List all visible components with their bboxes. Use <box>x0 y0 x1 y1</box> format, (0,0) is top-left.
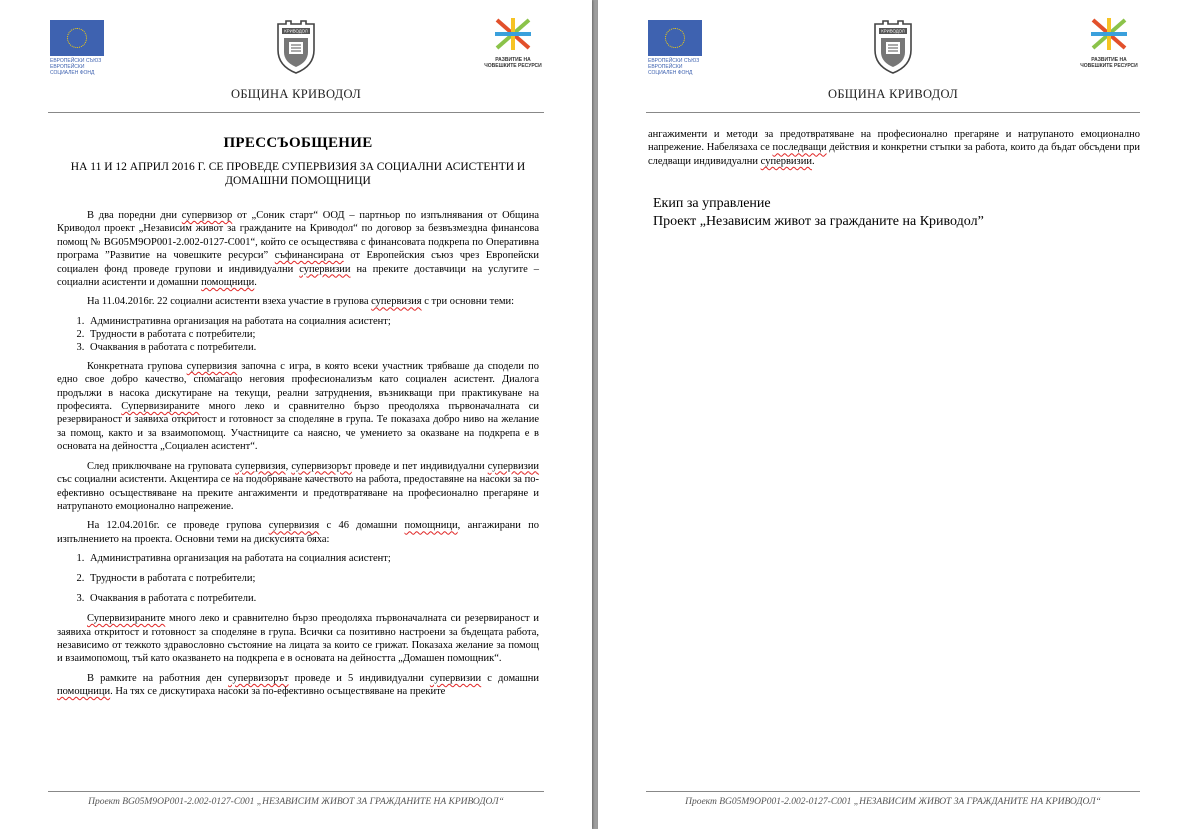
spellcheck-flagged-word: последващи <box>772 142 827 154</box>
op-hrd-logo <box>482 16 544 69</box>
spellcheck-flagged-word: супервизии <box>760 155 812 167</box>
text-run: с 46 домашни <box>319 520 405 532</box>
eu-flag-icon <box>50 20 104 56</box>
spellcheck-flagged-word: помощници <box>201 277 255 289</box>
text-run: с три основни теми: <box>421 296 515 308</box>
signature-project: Проект „Независим живот за гражданите на Криводол” <box>653 214 984 230</box>
svg-text:КРИВОДОЛ: КРИВОДОЛ <box>284 28 308 34</box>
footer-text: Проект BG05М9ОР001-2.002-0127-С001 „НЕЗАВИСИМ ЖИВОТ ЗА ГРАЖДАНИТЕ НА КРИВОДОЛ“ <box>88 797 504 807</box>
op-hrd-icon <box>491 16 535 52</box>
op-hrd-logo-text: РАЗВИТИЕ НА ЧОВЕШКИТЕ РЕСУРСИ <box>1080 57 1138 69</box>
document-page-1 <box>0 0 592 829</box>
list-item: 1. Административна организация на работата на социалния асистент; <box>87 552 539 565</box>
op-hrd-logo <box>1078 16 1140 69</box>
paragraph <box>57 209 539 289</box>
text-run: със социални асистенти. Акцентира се на подобряване качеството на работа, предоставяне на насоки за по-ефективно осъществяване на преките ангажименти и предотвратяване на професионално прегаряне и натрупаното емоционално напрежение. <box>57 474 539 512</box>
text-run: с домашни <box>481 672 539 684</box>
eu-logo <box>50 20 108 76</box>
spellcheck-flagged-word: супервизия <box>268 520 320 532</box>
topic-list <box>57 552 539 605</box>
text-run: много леко и сравнително бързо преодоляха първоначалната си резервираност и заявиха откритост и готовност за споделяне в група. Те показаха добро ниво на желание за помощ, както и за взаимопомощ. Участниците са наясно, че умението за оказване на подкрепа е в основата на дейността „Социален асистент“. <box>57 401 539 453</box>
page-footer <box>48 791 544 807</box>
signature-team: Екип за управление <box>653 196 771 212</box>
document-body-page-2 <box>648 128 1140 231</box>
spellcheck-flagged-word: супервизия <box>186 360 238 372</box>
op-hrd-logo-text: РАЗВИТИЕ НА ЧОВЕШКИТЕ РЕСУРСИ <box>484 57 542 69</box>
page-footer <box>646 791 1140 807</box>
spellcheck-flagged-word: супервизорът <box>291 460 352 472</box>
paragraph <box>57 360 539 454</box>
page-header <box>48 14 544 116</box>
text-run: На 11.04.2016г. 22 социални асистенти взеха участие в групова <box>87 296 372 308</box>
text-run: . На тях се дискутираха насоки за по-ефективно осъществяване на преките <box>110 686 446 698</box>
text-run: от „Соник старт“ ООД – партньор по изпълнявания от Община Криводол проект „Независим живот за гражданите на Криводол“ по договор за безвъзмездна финансова помощ № BG05M9OP001-2.002-0127-C001“, който се осъществява с финансовата подкрепа по Оперативна програма ”Развитие на човешките ресурси” <box>57 210 539 262</box>
header-divider <box>646 112 1140 113</box>
footer-text: Проект BG05М9ОР001-2.002-0127-С001 „НЕЗАВИСИМ ЖИВОТ ЗА ГРАЖДАНИТЕ НА КРИВОДОЛ“ <box>685 797 1101 807</box>
signature-block <box>653 195 1140 231</box>
spellcheck-flagged-word: съфинансирана <box>274 250 344 262</box>
spellcheck-flagged-word: супервизии <box>487 460 540 472</box>
text-run: След приключване на груповата <box>87 460 236 472</box>
text-run: проведе и пет индивидуални <box>351 460 488 472</box>
text-run: от Европейския съюз чрез Европейски социален фонд проведе групови и индивидуални <box>57 250 539 275</box>
paragraph <box>648 128 1140 168</box>
eu-logo-text: ЕВРОПЕЙСКИ СЪЮЗ ЕВРОПЕЙСКИ СОЦИАЛЕН ФОНД <box>50 58 102 76</box>
spellcheck-flagged-word: Супервизираните <box>121 401 200 413</box>
list-item: 3. Очаквания в работата с потребители. <box>87 341 539 354</box>
municipality-name: ОБЩИНА КРИВОДОЛ <box>828 87 958 101</box>
spellcheck-flagged-word: супервизия <box>371 296 422 308</box>
text-run: , <box>285 460 292 472</box>
paragraph <box>57 460 539 514</box>
text-run: Конкретната групова <box>87 360 187 372</box>
document-subtitle: НА 11 И 12 АПРИЛ 2016 Г. СЕ ПРОВЕДЕ СУПЕРВИЗИЯ ЗА СОЦИАЛНИ АСИСТЕНТИ И ДОМАШНИ ПОМОЩНИЦИ <box>70 161 526 187</box>
op-hrd-icon <box>1087 16 1131 52</box>
text-run: започна с игра, в която всеки участник трябваше да сподели по едно свое добро качество, спомагащо неговия професионализъм като социален асистент. Диалога продължи в насока дискутиране на текущи, реални затруднения, възникващи при практикуване на професията. <box>57 360 539 413</box>
text-run: проведе и 5 индивидуални <box>288 672 430 684</box>
spellcheck-flagged-word: супервизии <box>299 263 351 275</box>
list-item: 1. Административна организация на работата на социалния асистент; <box>87 315 539 328</box>
list-item: 3. Очаквания в работата с потребители. <box>87 592 539 605</box>
document-body <box>57 130 539 705</box>
paragraph <box>57 295 539 308</box>
spellcheck-flagged-word: Супервизираните <box>87 613 166 625</box>
municipality-name: ОБЩИНА КРИВОДОЛ <box>231 87 361 101</box>
list-item: 2. Трудности в работата с потребители; <box>87 572 539 585</box>
eu-logo-text: ЕВРОПЕЙСКИ СЪЮЗ ЕВРОПЕЙСКИ СОЦИАЛЕН ФОНД <box>648 58 700 76</box>
text-run: много леко и сравнително бързо преодоляха първоначалната си резервираност и заявиха откритост и готовност за споделяне в група. Всички са позитивно настроени за бъдещата работа, независимо от тежкото здравословно състояние на лицата за които се грижат. Показаха желание за помощ и взаимопомощ, тъй като оказването на подкрепа е в основата на дейността „Домашен помощник“. <box>57 613 539 665</box>
spellcheck-flagged-word: супервизия <box>235 460 286 472</box>
eu-logo <box>648 20 706 76</box>
text-run: На 12.04.2016г. се проведе групова <box>87 520 269 532</box>
header-divider <box>48 112 544 113</box>
document-page-2 <box>598 0 1188 829</box>
spellcheck-flagged-word: помощници <box>404 520 458 532</box>
text-run: . <box>254 277 257 289</box>
list-item: 2. Трудности в работата с потребители; <box>87 328 539 341</box>
municipality-crest-icon <box>274 20 318 74</box>
spellcheck-flagged-word: супервизии <box>429 672 482 684</box>
paragraph <box>57 519 539 546</box>
paragraph <box>57 672 539 699</box>
spellcheck-flagged-word: супервизорът <box>228 672 289 684</box>
eu-flag-icon <box>648 20 702 56</box>
paragraph <box>57 612 539 666</box>
text-run: В рамките на работния ден <box>87 672 228 684</box>
document-title: ПРЕССЪОБЩЕНИЕ <box>223 135 373 151</box>
topic-list <box>57 315 539 354</box>
text-run: В два поредни дни <box>87 210 182 221</box>
page-header <box>646 14 1140 116</box>
text-run: ангажименти и методи за предотвратяване на професионално прегаряне и натрупаното емоционално напрежение. Набелязаха се <box>648 129 1140 154</box>
text-run: действия и конкретни стъпки за работа, които да бъдат обсъдени при следващи индивидуални <box>648 142 1140 167</box>
spellcheck-flagged-word: помощници <box>57 686 111 698</box>
spellcheck-flagged-word: супервизор <box>181 210 233 221</box>
svg-text:КРИВОДОЛ: КРИВОДОЛ <box>881 28 905 34</box>
text-run: на преките доставчици на услугите – социални асистенти и домашни <box>57 263 539 289</box>
municipality-crest-icon <box>871 20 915 74</box>
text-run: . <box>811 155 815 167</box>
text-run: , ангажирани по изпълнението на проекта. Основни теми на дискусията бяха: <box>57 520 540 545</box>
